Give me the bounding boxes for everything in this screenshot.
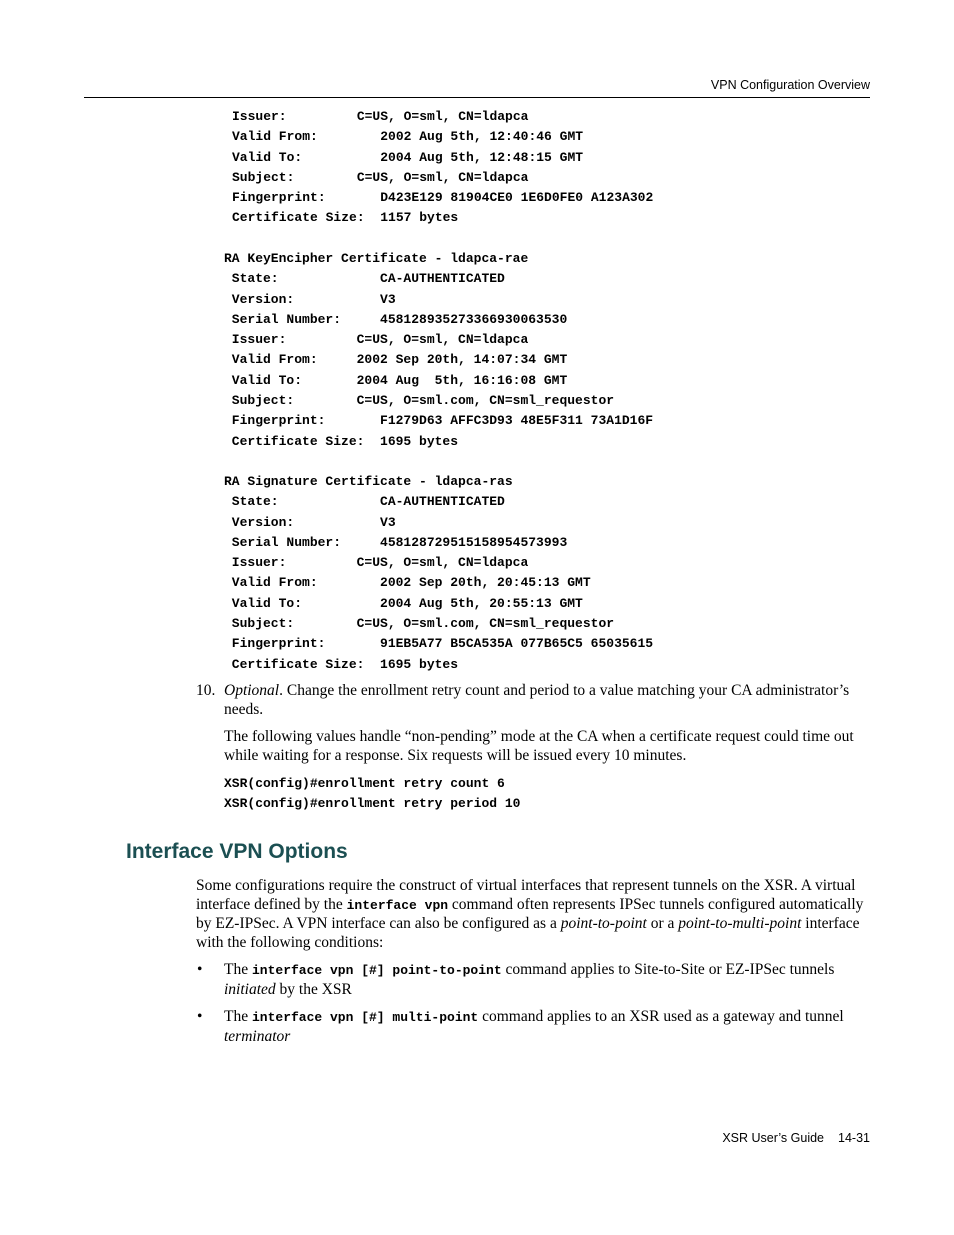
bullet-text: command applies to Site-to-Site or EZ-IPSec tunnels bbox=[501, 961, 835, 978]
bullet-dot-icon: • bbox=[197, 1008, 203, 1025]
ras-cert-block: RA Signature Certificate - ldapca-ras State: CA-AUTHENTICATED Version: V3 Serial Number: 458128729515158954573993 Issuer: C=US, O=sml, CN=ldapca Valid From: 2002 Sep 20th, 20:45:13 GMT Valid To: 2004 Aug 5th, 20:55:13 GMT Subject: C=US, O=sml.com, CN=sml_requestor Fingerprint: 91EB5A77 B5CA535A 077B65C5 65035615 Certificate Size: 1695 bytes bbox=[224, 474, 654, 672]
bullet-item bbox=[224, 961, 864, 999]
bullet-text: command applies to an XSR used as a gateway and tunnel bbox=[478, 1008, 844, 1025]
bullet-text: The bbox=[224, 1008, 252, 1025]
optional-label: Optional bbox=[224, 682, 280, 699]
enrollment-commands: XSR(config)#enrollment retry count 6 XSR(config)#enrollment retry period 10 bbox=[224, 776, 521, 812]
section-intro bbox=[196, 877, 866, 952]
bullet-text: by the XSR bbox=[275, 980, 352, 998]
bullet-code: interface vpn [#] multi-point bbox=[251, 1010, 479, 1025]
bullet-em: initiated bbox=[224, 980, 276, 998]
bullet-em: terminator bbox=[224, 1027, 291, 1045]
footer-title: XSR User’s Guide bbox=[722, 1131, 825, 1145]
rae-cert-block: RA KeyEncipher Certificate - ldapca-rae State: CA-AUTHENTICATED Version: V3 Serial Number: 45812893527336693006353​0 Issuer: C=US, O=sml, CN=ldapca Valid From: 2002 Sep 20th, 14:07:34 GMT Valid To: 2004 Aug 5th, 16:16:08 GMT Subject: C=US, O=sml.com, CN=sml_requestor Fingerprint: F1279D63 AFFC3D93 48E5F311 73A1D16F Certificate Size: 1695 bytes bbox=[224, 251, 654, 449]
bullet-code: interface vpn [#] point-to-point bbox=[251, 963, 502, 978]
bullet-item bbox=[224, 1008, 864, 1046]
intro-text-1: Some configurations require the construct of virtual interfaces that represent tunnels on the XSR. A virtual interface defined by the bbox=[196, 877, 856, 913]
step-number: 10. bbox=[196, 682, 216, 699]
retry-paragraph: The following values handle “non-pending” mode at the CA when a certificate request could time out while waiting for a response. Six requests will be issued every 10 minutes. bbox=[224, 728, 854, 764]
intro-text-4: interface with the following conditions: bbox=[196, 915, 860, 951]
header-rule bbox=[84, 97, 870, 98]
page-footer bbox=[722, 1131, 870, 1145]
intro-em-1: point-to-point bbox=[560, 915, 647, 932]
footer-page-number: 14-31 bbox=[838, 1131, 870, 1145]
intro-text-3: or a bbox=[646, 915, 679, 932]
running-header: VPN Configuration Overview bbox=[710, 78, 870, 92]
intro-em-2: point-to-multi-point bbox=[678, 915, 802, 932]
bullet-dot-icon: • bbox=[197, 961, 203, 978]
cert-tail-block: Issuer: C=US, O=sml, CN=ldapca Valid From: 2002 Aug 5th, 12:40:46 GMT Valid To: 2004 Aug 5th, 12:48:15 GMT Subject: C=US, O=sml, CN=ldapca Fingerprint: D423E129 81904CE0 1E6D0FE0 A123A302 Certificate Size: 1157 bytes bbox=[232, 109, 654, 226]
bullet-text: The bbox=[224, 961, 252, 978]
intro-code: interface vpn bbox=[346, 897, 449, 913]
section-title: Interface VPN Options bbox=[126, 840, 348, 863]
step-10-body: . Change the enrollment retry count and period to a value matching your CA administrator’s needs. bbox=[224, 682, 850, 718]
step-10-text bbox=[224, 682, 864, 719]
intro-text-2: command often represents IPSec tunnels configured automatically by EZ-IPSec. A VPN interface can also be configured as a bbox=[196, 895, 864, 932]
